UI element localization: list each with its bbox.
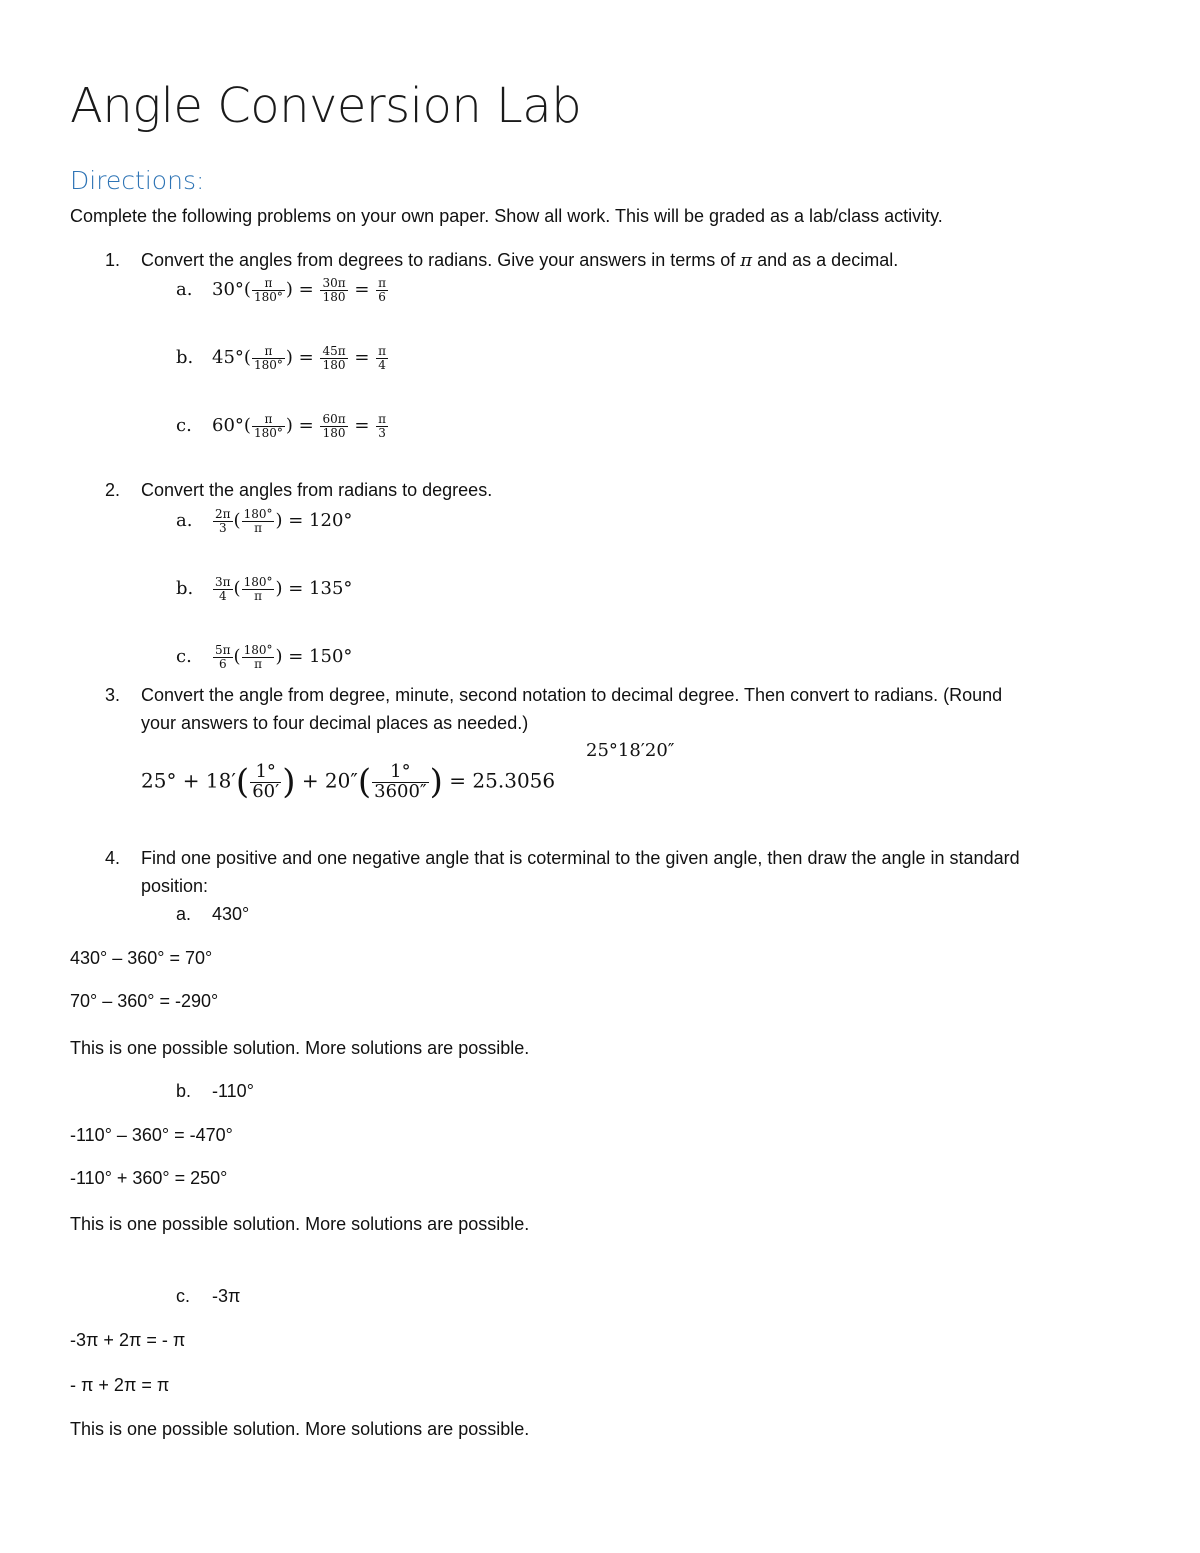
item-label: a. — [176, 904, 192, 924]
question-3 — [105, 685, 1002, 706]
item-value: -110° — [212, 1081, 254, 1101]
item-value: 430° — [212, 904, 250, 924]
q4-b-note: This is one possible solution. More solutions are possible. — [70, 1214, 530, 1234]
result: = 150° — [288, 646, 353, 668]
item-label: c. — [176, 1286, 191, 1306]
question-4 — [105, 848, 1020, 869]
question-number: 4. — [105, 848, 121, 868]
item-label: b. — [176, 578, 194, 600]
q4-c-step-2: - π + 2π = π — [70, 1375, 170, 1395]
fraction: $\frac{\pi}{180^\circ}$ — [253, 412, 283, 440]
fraction: $\frac{5\pi}{6}$ — [215, 643, 231, 671]
question-2 — [105, 480, 492, 501]
question-text: Find one positive and one negative angle that is coterminal to the given angle, then draw the angle in standard — [141, 848, 1020, 868]
degree-value: 30° — [212, 279, 244, 301]
item-label: a. — [176, 279, 193, 301]
q1-item-c: c. 60°( $\frac{\pi}{180^\circ}$ ) = $\frac{60\pi}{180}$ = $\frac{\pi}{3}$ — [176, 412, 387, 440]
question-text: Convert the angle from degree, minute, second notation to decimal degree. Then convert to radians. (Round — [141, 685, 1003, 705]
given-angle: 25°18′20″ — [586, 740, 675, 761]
question-3-line-2: your answers to four decimal places as needed.) — [141, 713, 529, 733]
question-number: 1. — [105, 250, 121, 270]
q4-b-step-2: -110° + 360° = 250° — [70, 1168, 228, 1188]
page-title: Angle Conversion Lab — [70, 78, 582, 134]
q4-item-a — [176, 904, 249, 925]
fraction: $\frac{60\pi}{180}$ — [322, 412, 346, 440]
question-text: Convert the angles from degrees to radians. Give your answers in terms of — [141, 250, 741, 270]
fraction: $\frac{45\pi}{180}$ — [322, 344, 346, 372]
q4-c-step-1: -3π + 2π = - π — [70, 1330, 186, 1350]
item-label: b. — [176, 1081, 192, 1101]
q2-item-c: c. $\frac{5\pi}{6}$ ( $\frac{180^\circ}{\pi}$ ) = 150° — [176, 643, 353, 671]
item-label: c. — [176, 415, 192, 437]
q2-item-b: b. $\frac{3\pi}{4}$ ( $\frac{180^\circ}{\pi}$ ) = 135° — [176, 575, 353, 603]
result: = 120° — [288, 510, 353, 532]
q1-item-a: a. 30°( $\frac{\pi}{180^\circ}$ ) = $\frac{30\pi}{180}$ = $\frac{\pi}{6}$ — [176, 276, 387, 304]
question-number: 2. — [105, 480, 121, 500]
q4-item-c — [176, 1286, 240, 1307]
q1-item-b: b. 45°( $\frac{\pi}{180^\circ}$ ) = $\frac{45\pi}{180}$ = $\frac{\pi}{4}$ — [176, 344, 387, 372]
fraction: $\frac{1^\circ}{3600''}$ — [374, 760, 427, 802]
q4-a-step-2: 70° – 360° = -290° — [70, 991, 219, 1011]
directions-text: Complete the following problems on your own paper. Show all work. This will be graded as a lab/class activity. — [70, 206, 943, 226]
directions-heading: Directions: — [70, 166, 205, 195]
question-4-line-2: position: — [141, 876, 209, 896]
fraction: $\frac{180^\circ}{\pi}$ — [243, 643, 273, 671]
fraction: $\frac{\pi}{4}$ — [378, 344, 387, 372]
item-label: b. — [176, 347, 194, 369]
q4-item-b — [176, 1081, 254, 1102]
question-number: 3. — [105, 685, 121, 705]
q4-c-note: This is one possible solution. More solutions are possible. — [70, 1419, 530, 1439]
degree-value: 45° — [212, 347, 244, 369]
fraction: $\frac{\pi}{3}$ — [378, 412, 387, 440]
equation-part: + 20″ — [301, 768, 358, 793]
q4-a-step-1: 430° – 360° = 70° — [70, 948, 213, 968]
equation-part: 25° + 18′ — [141, 768, 236, 793]
fraction: $\frac{2\pi}{3}$ — [215, 507, 231, 535]
result: = 135° — [288, 578, 353, 600]
item-label: a. — [176, 510, 193, 532]
pi-symbol: π — [740, 250, 753, 271]
q4-b-step-1: -110° – 360° = -470° — [70, 1125, 233, 1145]
fraction: $\frac{30\pi}{180}$ — [322, 276, 346, 304]
q4-a-note: This is one possible solution. More solutions are possible. — [70, 1038, 530, 1058]
fraction: $\frac{\pi}{6}$ — [378, 276, 387, 304]
fraction: $\frac{\pi}{180^\circ}$ — [253, 344, 283, 372]
equation-result: = 25.3056 — [449, 768, 556, 793]
item-label: c. — [176, 646, 192, 668]
fraction: $\frac{180^\circ}{\pi}$ — [243, 575, 273, 603]
question-text: Convert the angles from radians to degrees. — [141, 480, 493, 500]
degree-value: 60° — [212, 415, 244, 437]
q2-item-a: a. $\frac{2\pi}{3}$ ( $\frac{180^\circ}{\pi}$ ) = 120° — [176, 507, 353, 535]
dms-equation: 25° + 18′( $\frac{1^\circ}{60'}$ ) + 20″( $\frac{1^\circ}{3600''}$ ) = 25.3056 — [141, 760, 556, 802]
fraction: $\frac{1^\circ}{60'}$ — [252, 760, 280, 802]
question-text-end: and as a decimal. — [752, 250, 899, 270]
fraction: $\frac{180^\circ}{\pi}$ — [243, 507, 273, 535]
item-value: -3π — [212, 1286, 241, 1306]
question-1 — [105, 250, 898, 271]
fraction: $\frac{3\pi}{4}$ — [215, 575, 231, 603]
fraction: $\frac{\pi}{180^\circ}$ — [253, 276, 283, 304]
